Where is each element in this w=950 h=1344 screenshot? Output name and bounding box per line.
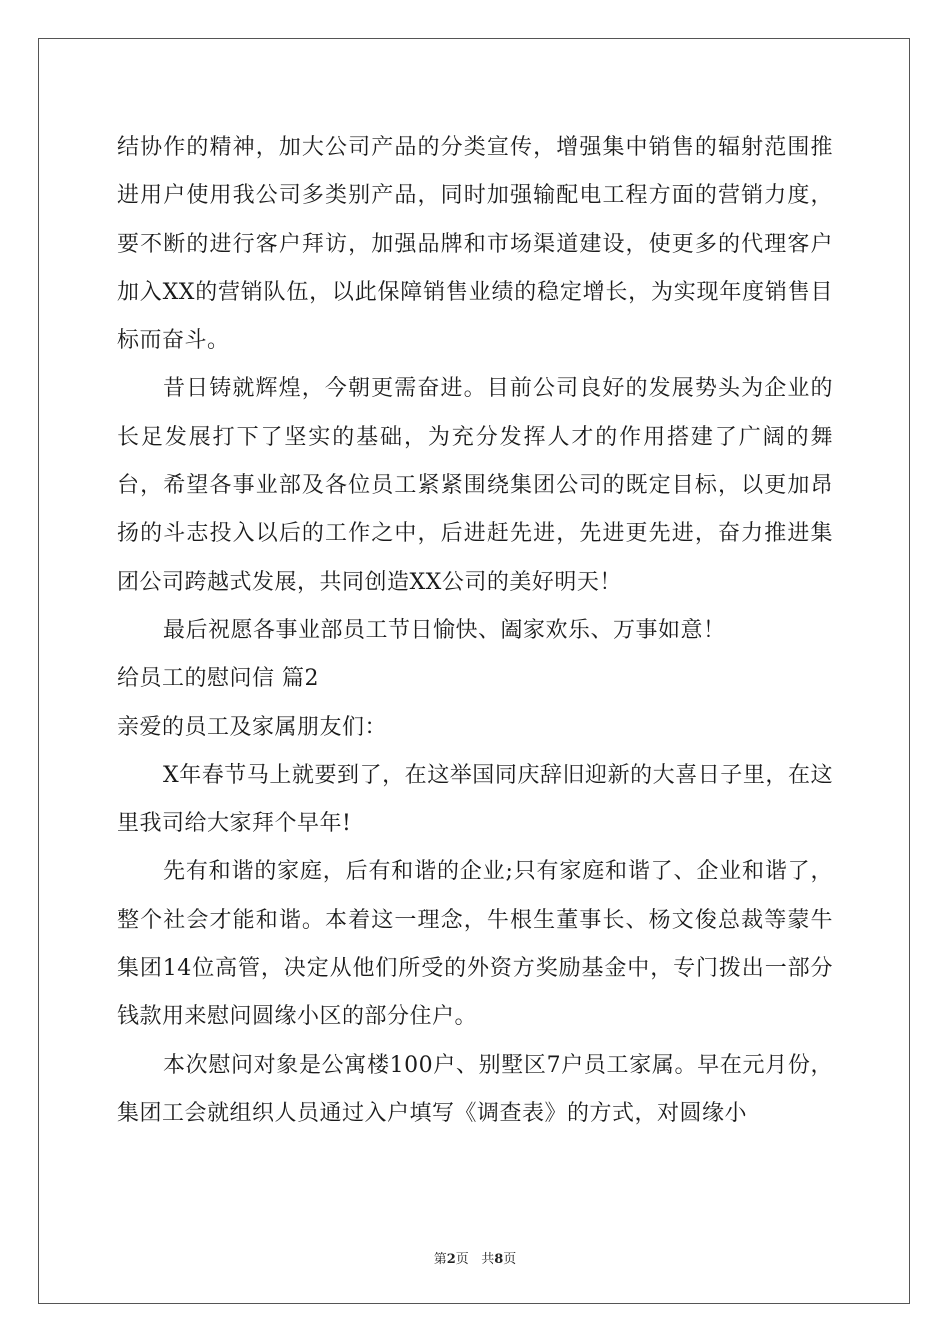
page-prefix: 第 xyxy=(433,1252,447,1267)
paragraph-5: 先有和谐的家庭，后有和谐的企业;只有家庭和谐了、企业和谐了，整个社会才能和谐。本着这一理念，牛根生董事长、杨文俊总裁等蒙牛集团14位高管，决定从他们所受的外资方奖励基金中，专门拨出一部分钱款用来慰问圆缘小区的部分住户。 xyxy=(117,859,833,1030)
total-suffix: 页 xyxy=(503,1252,517,1267)
salutation: 亲爱的员工及家属朋友们： xyxy=(117,714,388,740)
page-suffix: 页 xyxy=(455,1252,469,1267)
section-heading: 给员工的慰问信 篇2 xyxy=(117,666,319,692)
page-footer xyxy=(0,1248,950,1267)
total-prefix: 共 xyxy=(481,1252,495,1267)
paragraph-3: 最后祝愿各事业部员工节日愉快、阖家欢乐、万事如意！ xyxy=(163,617,726,643)
paragraph-2: 昔日铸就辉煌，今朝更需奋进。目前公司良好的发展势头为企业的长足发展打下了坚实的基础，为充分发挥人才的作用搭建了广阔的舞台，希望各事业部及各位员工紧紧围绕集团公司的既定目标，以更加昂扬的斗志投入以后的工作之中，后进赶先进，先进更先进，奋力推进集团公司跨越式发展，共同创造XX公司的美好明天！ xyxy=(117,376,833,595)
document-body xyxy=(117,124,833,1138)
paragraph-4: X年春节马上就要到了，在这举国同庆辞旧迎新的大喜日子里，在这里我司给大家拜个早年! xyxy=(117,762,833,837)
paragraph-1: 结协作的精神，加大公司产品的分类宣传，增强集中销售的辐射范围推进用户使用我公司多类别产品，同时加强输配电工程方面的营销力度，要不断的进行客户拜访，加强品牌和市场渠道建设，使更多的代理客户加入XX的营销队伍，以此保障销售业绩的稳定增长，为实现年度销售目标而奋斗。 xyxy=(117,135,833,354)
total-pages: 8 xyxy=(494,1252,504,1267)
paragraph-6: 本次慰问对象是公寓楼100户、别墅区7户员工家属。早在元月份，集团工会就组织人员通过入户填写《调查表》的方式，对圆缘小 xyxy=(117,1052,833,1126)
page-number: 2 xyxy=(446,1252,456,1267)
